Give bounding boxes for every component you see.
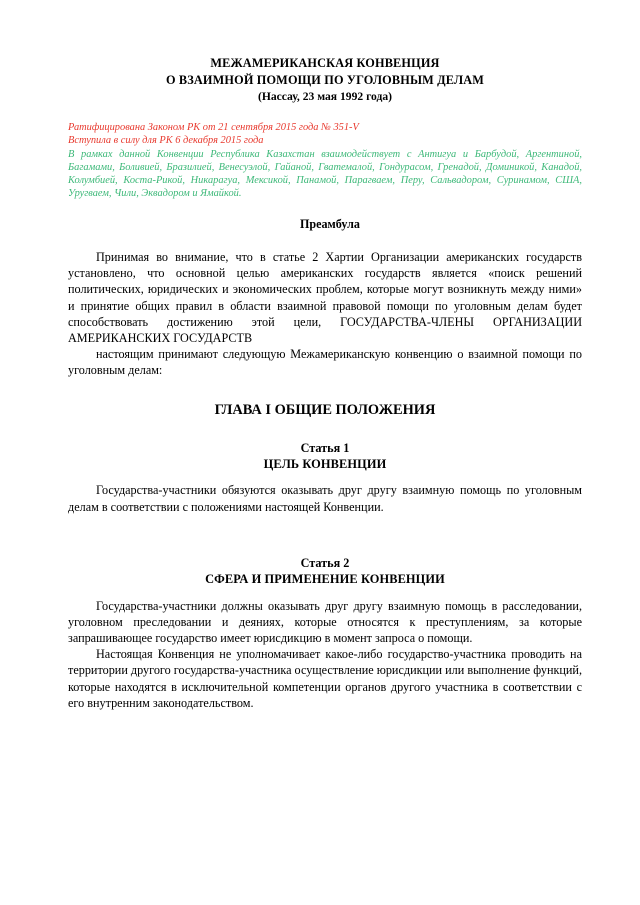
article-1-heading-block [68, 440, 582, 473]
article-1-title: ЦЕЛЬ КОНВЕНЦИИ [263, 456, 387, 471]
article-2-title: СФЕРА И ПРИМЕНЕНИЕ КОНВЕНЦИИ [205, 572, 445, 587]
article-1-number: Статья 1 [300, 440, 350, 455]
article-2-paragraph-1: Государства-участники должны оказывать друг другу взаимную помощь в расследовании, уголовном преследовании и деяниях, которые относятся к преступлениям, за которые запрашивающее государство имеет юрисдикцию в момент запроса о помощи. [68, 598, 582, 646]
article-2-paragraph-2: Настоящая Конвенция не уполномачивает какое-либо государство-участника проводить на территории другого государства-участника осуществление юрисдикции или выполнение функций, которые находятся в исключительной компетенции органов другого участника в соответствии с его внутренним законодательством. [68, 647, 582, 710]
preamble-paragraph-2: настоящим принимают следующую Межамериканскую конвенцию о взаимной помощи по уголовным делам: [68, 347, 582, 378]
document-title [68, 55, 582, 105]
spacer [68, 515, 582, 535]
preamble-paragraph-1: Принимая во внимание, что в статье 2 Хартии Организации американских государств установлено, что основной целью американских государств является «поиск решений политических, юридических и экономических проблем, которые могут возникнуть между ними» и принятие общих правил в области взаимной правовой помощи по уголовным делам будет способствовать достижению этой цели, ГОСУДАРСТВА-ЧЛЕНЫ ОРГАНИЗАЦИИ АМЕРИКАНСКИХ ГОСУДАРСТВ [68, 249, 582, 345]
document-title-line-2: О ВЗАИМНОЙ ПОМОЩИ ПО УГОЛОВНЫМ ДЕЛАМ [165, 72, 485, 87]
article-2-heading-block [68, 555, 582, 588]
document-title-line-1: МЕЖАМЕРИКАНСКАЯ КОНВЕНЦИЯ [210, 56, 440, 70]
article-2-number: Статья 2 [300, 555, 350, 570]
preamble-heading: Преамбула [300, 216, 360, 231]
ratification-note: Ратифицирована Законом РК от 21 сентября 2015 года № 351-V [68, 122, 359, 134]
spacer [68, 472, 582, 482]
document-title-place: (Нассау, 23 мая 1992 года) [257, 89, 393, 103]
entry-into-force-note: Вступила в силу для РК 6 декабря 2015 года [68, 135, 264, 147]
ratification-note-block [68, 121, 582, 200]
chapter-heading: ГЛАВА I ОБЩИЕ ПОЛОЖЕНИЯ [214, 401, 436, 418]
spacer [68, 588, 582, 598]
scope-note: В рамках данной Конвенции Республика Казахстан взаимодействует с Антигуа и Барбудой, Аргентиной, Багамами, Боливией, Бразилией, Венесуэлой, Гайаной, Гватемалой, Гондурасом, Гренадой, Доминикой, Канадой, Колумбией, Коста-Рикой, Никарагуа, Мексикой, Панамой, Парагваем, Перу, Сальвадором, Суринамом, США, Уругваем, Чили, Эквадором и Ямайкой. [68, 148, 582, 199]
article-1-paragraph-1: Государства-участники обязуются оказывать друг другу взаимную помощь по уголовным делам в соответствии с положениями настоящей Конвенции. [68, 483, 582, 514]
